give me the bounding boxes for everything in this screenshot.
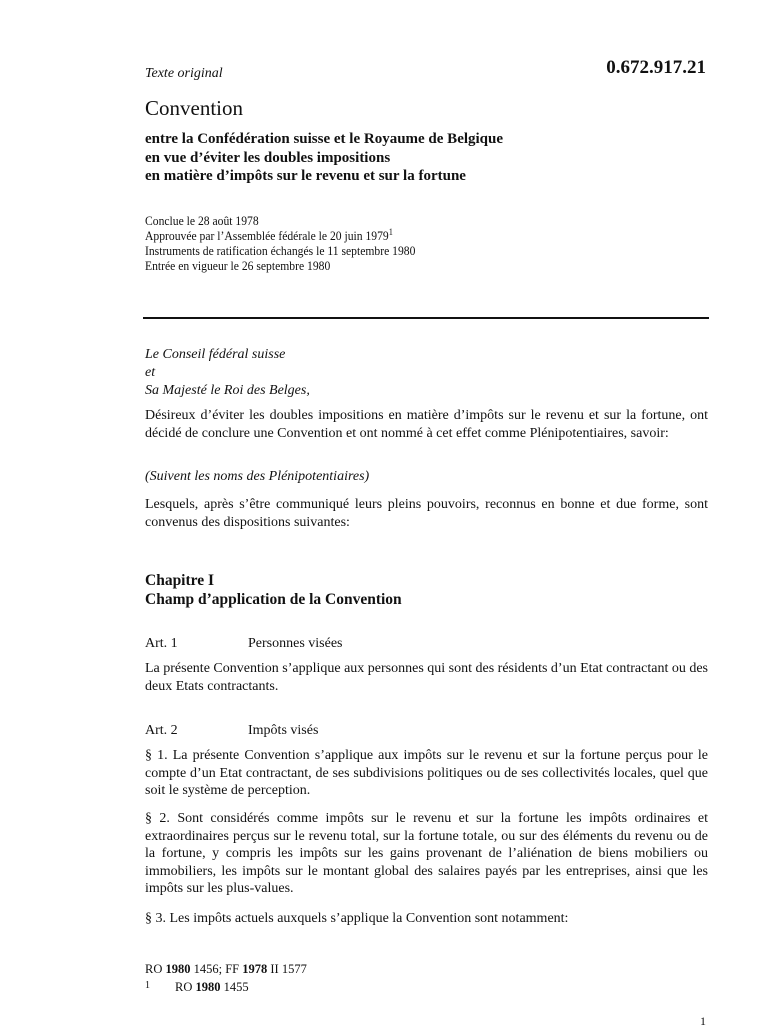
date-approved-text: Approuvée par l’Assemblée fédérale le 20 juin 1979 [145,229,389,243]
chapter-number: Chapitre I [145,572,215,589]
preamble-paragraph: Désireux d’éviter les doubles impositions en matière d’impôts sur le revenu et sur la fortune, ont décidé de conclure une Convention et ont nommé à cet effet comme Plénipotentiaires, savoir: [145,408,708,441]
article-1-paragraph: La présente Convention s’applique aux personnes qui sont des résidents d’un Etat contractant ou des deux Etats contractants. [145,661,708,694]
article-number: Art. 2 [145,723,178,738]
footnote-ff-year: 1978 [242,962,268,976]
page-number: 1 [700,1014,706,1028]
party-belgium: Sa Majesté le Roi des Belges, [145,383,310,398]
document-subtitle [145,130,503,186]
date-entry-into-force: Entrée en vigueur le 26 septembre 1980 [145,259,331,273]
date-ratification: Instruments de ratification échangés le 11 septembre 1980 [145,244,416,258]
separator-rule [143,317,709,319]
article-title: Personnes visées [248,636,343,651]
footnote-1-year: 1980 [195,980,221,994]
footnote-ro-page: 1456; FF [193,962,240,976]
footnote-ff-page: II 1577 [270,962,307,976]
date-concluded: Conclue le 28 août 1978 [145,214,259,228]
footnote-ref-1[interactable]: 1 [388,227,393,237]
preamble-closing: Lesquels, après s’être communiqué leurs pleins pouvoirs, reconnus en bonne et due forme, sont convenus des dispositions suivantes: [145,497,708,530]
date-approved [145,229,415,244]
party-switzerland: Le Conseil fédéral suisse [145,347,286,362]
footnote-mark: 1 [145,980,150,991]
document-title: Convention [145,96,243,120]
footnote-publication [145,962,307,977]
party-conjunction: et [145,365,156,380]
chapter-heading [145,571,402,609]
plenipotentiaries-note: (Suivent les noms des Plénipotentiaires) [145,469,370,484]
footnote-1-page: 1455 [223,980,249,994]
footnote-ro-year: 1980 [165,962,191,976]
subtitle-line: entre la Confédération suisse et le Royaume de Belgique [145,131,504,147]
footnote-ro-prefix: RO [145,962,163,976]
subtitle-line: en vue d’éviter les doubles impositions [145,149,391,166]
original-text-label: Texte original [145,66,223,81]
article-2-paragraph-1: § 1. La présente Convention s’applique aux impôts sur le revenu et sur la fortune perçus pour le compte d’un Etat contractant, de ses subdivisions politiques ou de ses collectivités locales, quel que soit le système de perception. [145,748,708,798]
chapter-title: Champ d’application de la Convention [145,591,402,608]
article-title: Impôts visés [248,723,319,738]
reference-number: 0.672.917.21 [606,57,706,78]
subtitle-line: en matière d’impôts sur le revenu et sur la fortune [145,168,466,184]
contracting-parties [145,346,708,400]
article-1-heading [145,635,708,652]
article-2-paragraph-3: § 3. Les impôts actuels auxquels s’applique la Convention sont notamment: [145,911,569,926]
article-2-heading [145,722,708,739]
footnote-1-prefix: RO [175,980,193,994]
footnote-1 [145,978,249,995]
article-2-paragraph-2: § 2. Sont considérés comme impôts sur le revenu et sur la fortune les impôts ordinaires et extraordinaires perçus sur le revenu total, sur la fortune totale, ou sur des éléments du revenu ou de la fortune, y compris les impôts sur les gains provenant de l’aliénation de biens mobiliers ou immobiliers, les impôts sur le montant global des salaires payés par les entreprises, ainsi que les impôts sur les plus-values. [145,811,708,896]
article-number: Art. 1 [145,636,178,651]
date-block [145,214,415,274]
